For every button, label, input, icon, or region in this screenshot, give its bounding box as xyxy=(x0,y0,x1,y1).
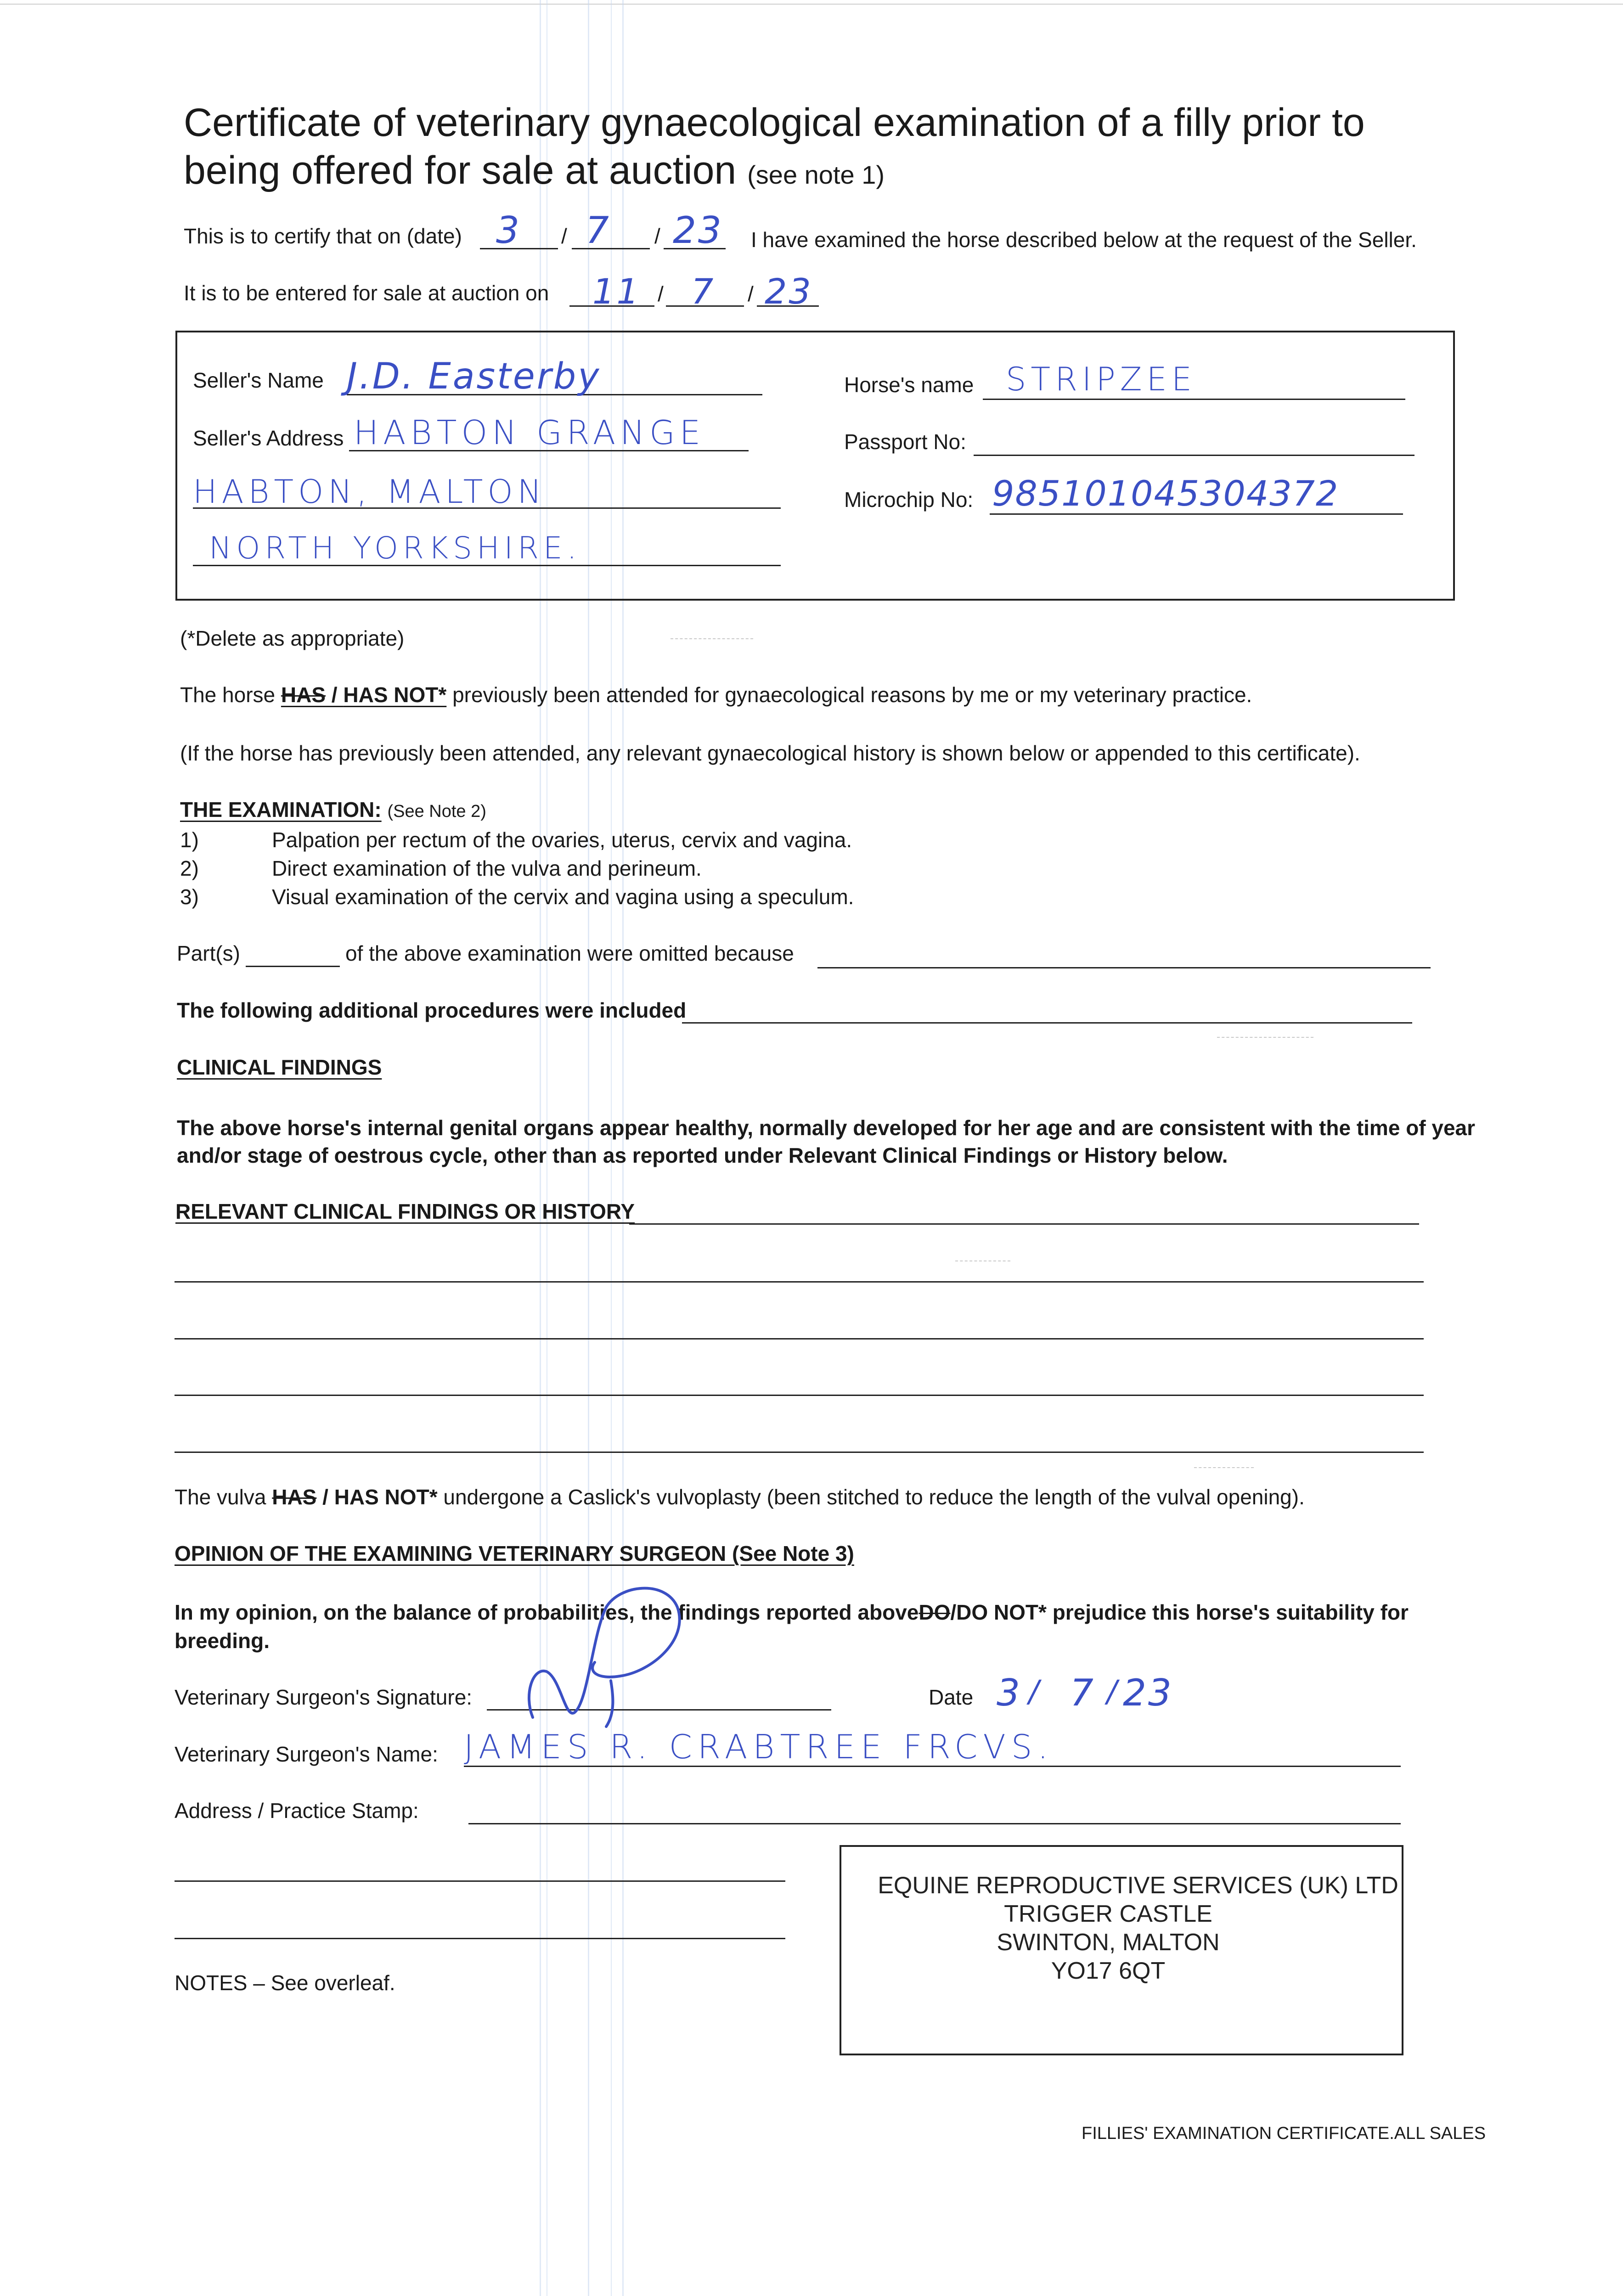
list-item xyxy=(180,883,854,911)
opinion-do-struck[interactable]: DO xyxy=(919,1600,951,1624)
seller-address-line-3[interactable]: NORTH YORKSHIRE. xyxy=(209,530,581,566)
passport-line[interactable] xyxy=(974,455,1414,456)
examination-note: (See Note 2) xyxy=(387,802,486,821)
horse-name-line xyxy=(983,399,1405,400)
address-extra-line[interactable] xyxy=(175,1880,785,1882)
examination-list xyxy=(180,826,854,911)
list-item-number: 2) xyxy=(180,856,199,880)
vulva-has-struck: HAS xyxy=(272,1485,317,1509)
opinion-line-1-suffix: /DO NOT* prejudice this horse's suitability for xyxy=(950,1600,1409,1624)
attended-has-struck: HAS xyxy=(281,683,326,707)
relevant-findings-line[interactable] xyxy=(175,1452,1424,1453)
examination-heading-row xyxy=(180,797,486,824)
title-line-2 xyxy=(184,146,1365,199)
title-note: (see note 1) xyxy=(747,160,885,189)
vet-name-label: Veterinary Surgeon's Name: xyxy=(175,1742,438,1766)
stamp-line-3: SWINTON, MALTON xyxy=(997,1929,1220,1956)
date-label: Date xyxy=(929,1685,974,1709)
list-item-text: Visual examination of the cervix and vagina using a speculum. xyxy=(272,885,854,909)
auction-day: 11 xyxy=(592,271,641,312)
additional-procedures-line[interactable] xyxy=(682,1022,1412,1024)
scan-speck xyxy=(671,638,753,639)
certify-year: 23 xyxy=(673,209,723,252)
omitted-middle: of the above examination were omitted because xyxy=(345,941,794,965)
notes-text: NOTES – See overleaf. xyxy=(175,1971,395,1995)
relevant-findings-heading: RELEVANT CLINICAL FINDINGS OR HISTORY xyxy=(175,1199,635,1223)
seller-name-value[interactable]: J.D. Easterby xyxy=(347,356,601,397)
omitted-prefix: Part(s) xyxy=(177,941,240,965)
omitted-parts-line[interactable] xyxy=(246,966,340,967)
certify-suffix: I have examined the horse described below at the request of the Seller. xyxy=(751,228,1417,252)
stamp-line-1: EQUINE REPRODUCTIVE SERVICES (UK) LTD xyxy=(878,1872,1398,1899)
horse-name-value[interactable]: STRIPZEE xyxy=(1006,360,1197,398)
clinical-text-line-2: and/or stage of oestrous cycle, other than as reported under Relevant Clinical Findings or History below. xyxy=(177,1143,1228,1167)
scan-top-edge xyxy=(0,0,1623,5)
list-item-text: Palpation per rectum of the ovaries, uterus, cervix and vagina. xyxy=(272,828,852,852)
attended-has-not: HAS NOT* xyxy=(343,683,447,707)
list-item xyxy=(180,826,854,854)
microchip-value[interactable]: 985101045304372 xyxy=(992,473,1339,514)
opinion-line-1-prefix: In my opinion, on the balance of probabilities, the findings reported above xyxy=(175,1600,919,1624)
clinical-findings-heading: CLINICAL FINDINGS xyxy=(177,1055,382,1079)
opinion-line-2: breeding. xyxy=(175,1629,270,1653)
date-slash: / xyxy=(561,224,567,248)
scan-speck xyxy=(1194,1467,1254,1468)
list-item-number: 1) xyxy=(180,828,199,852)
vulva-prefix: The vulva xyxy=(175,1485,266,1509)
vulva-options[interactable] xyxy=(272,1485,437,1509)
option-slash: / xyxy=(326,683,344,707)
relevant-findings-line[interactable] xyxy=(175,1281,1424,1283)
examination-heading: THE EXAMINATION: xyxy=(180,798,382,822)
seller-address-line-2[interactable]: HABTON, MALTON xyxy=(193,473,546,511)
opinion-heading: OPINION OF THE EXAMINING VETERINARY SURGEON (See Note 3) xyxy=(175,1542,854,1565)
sign-date-year[interactable]: 23 xyxy=(1123,1671,1173,1714)
stamp-line-4: YO17 6QT xyxy=(1051,1958,1166,1984)
horse-name-label: Horse's name xyxy=(844,373,974,397)
list-item-number: 3) xyxy=(180,885,199,909)
vulva-suffix: undergone a Caslick's vulvoplasty (been stitched to reduce the length of the vulval opening). xyxy=(443,1485,1305,1509)
additional-procedures-label: The following additional procedures were included xyxy=(177,998,687,1022)
footer-text: FILLIES' EXAMINATION CERTIFICATE.ALL SALES xyxy=(1082,2124,1486,2143)
microchip-label: Microchip No: xyxy=(844,488,974,512)
history-note: (If the horse has previously been attended, any relevant gynaecological history is shown below or appended to this certificate). xyxy=(180,741,1360,765)
clinical-text-line-1: The above horse's internal genital organs appear healthy, normally developed for her age and are consistent with the time of year xyxy=(177,1116,1476,1140)
list-item xyxy=(180,854,854,883)
clinical-findings-text xyxy=(177,1114,1475,1169)
stamp-line-2: TRIGGER CASTLE xyxy=(1004,1901,1212,1927)
seller-name-label: Seller's Name xyxy=(193,368,324,392)
practice-stamp-text xyxy=(840,1871,1437,1985)
certificate-title xyxy=(184,99,1365,199)
address-extra-line[interactable] xyxy=(175,1938,785,1939)
signature-mark xyxy=(514,1580,698,1731)
sign-date-day[interactable]: 3 xyxy=(997,1671,1022,1714)
address-stamp-label: Address / Practice Stamp: xyxy=(175,1799,419,1823)
seller-address-label: Seller's Address xyxy=(193,426,344,450)
date-slash: / xyxy=(658,282,664,306)
sign-date-month[interactable]: 7 xyxy=(1070,1671,1095,1714)
auction-year: 23 xyxy=(765,271,813,312)
delete-note: (*Delete as appropriate) xyxy=(180,626,405,650)
attended-prefix: The horse xyxy=(180,683,276,707)
seller-address-line-1[interactable]: HABTON GRANGE xyxy=(354,413,705,452)
list-item-text: Direct examination of the vulva and perineum. xyxy=(272,856,702,880)
relevant-findings-line[interactable] xyxy=(175,1338,1424,1339)
auction-prefix: It is to be entered for sale at auction on xyxy=(184,281,549,305)
vulva-has-not: HAS NOT* xyxy=(334,1485,438,1509)
relevant-findings-line[interactable] xyxy=(175,1395,1424,1396)
opinion-line-1 xyxy=(175,1598,1409,1626)
date-slash: / xyxy=(654,224,660,248)
vulva-line xyxy=(175,1484,1305,1510)
vet-name-value[interactable]: JAMES R. CRABTREE FRCVS. xyxy=(464,1728,1054,1766)
relevant-findings-line[interactable] xyxy=(629,1223,1419,1225)
signature-label: Veterinary Surgeon's Signature: xyxy=(175,1685,473,1709)
certify-month-line xyxy=(572,248,650,249)
address-stamp-line[interactable] xyxy=(468,1823,1401,1824)
attended-line xyxy=(180,682,1252,708)
date-slash: / xyxy=(748,282,754,306)
scan-speck xyxy=(1217,1037,1313,1038)
title-line-1: Certificate of veterinary gynaecological examination of a filly prior to xyxy=(184,101,1365,145)
certify-prefix: This is to certify that on (date) xyxy=(184,224,462,248)
attended-suffix: previously been attended for gynaecological reasons by me or my veterinary practice. xyxy=(452,683,1252,707)
date-slash: / xyxy=(1029,1674,1041,1709)
option-slash: / xyxy=(316,1485,334,1509)
passport-label: Passport No: xyxy=(844,430,966,454)
opinion-text xyxy=(175,1598,1409,1655)
title-line-2-text: being offered for sale at auction xyxy=(184,148,737,192)
date-slash: / xyxy=(1107,1674,1119,1709)
certify-day: 3 xyxy=(496,209,521,252)
auction-month: 7 xyxy=(691,271,716,312)
omitted-reason-line[interactable] xyxy=(817,967,1431,968)
attended-options[interactable] xyxy=(281,683,446,707)
certify-month: 7 xyxy=(586,209,611,252)
